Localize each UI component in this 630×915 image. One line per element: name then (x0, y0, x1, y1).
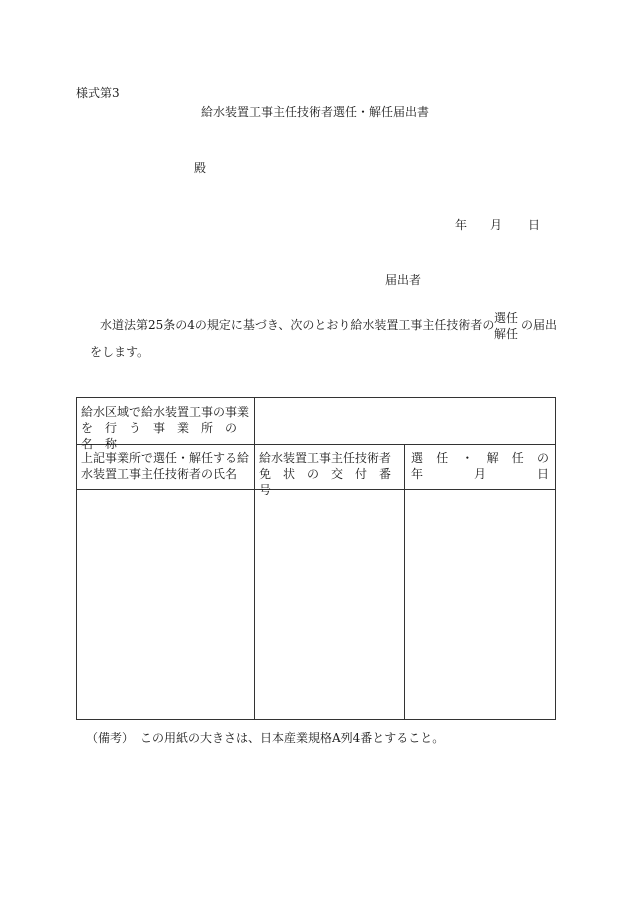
option-appointment: 選任 (494, 311, 519, 325)
body-text-line1: 水道法第25条の4の規定に基づき、次のとおり給水装置工事主任技術者の (100, 318, 495, 332)
footnote-remarks: （備考） この用紙の大きさは、日本産業規格A列4番とすること。 (86, 731, 445, 745)
date-header-bottom: 年 月 日 (411, 467, 549, 481)
engineer-name-header: 上記事業所で選任・解任する給 水装置工事主任技術者の氏名 (81, 451, 250, 481)
date-header-top: 選 任 ・ 解 任 の (411, 451, 549, 465)
license-number-header: 給水装置工事主任技術者 免 状 の 交 付 番 号 (259, 451, 404, 497)
appointment-date-header (411, 450, 549, 482)
appointment-dismissal-choice (494, 310, 518, 342)
addressee-honorific: 殿 (194, 161, 207, 175)
date-month-label: 月 (490, 218, 503, 232)
table-rule (254, 398, 255, 719)
date-day-label: 日 (528, 218, 541, 232)
form-number-label: 様式第3 (76, 86, 120, 100)
table-rule (404, 444, 405, 719)
body-text-line2: をします。 (90, 345, 150, 359)
body-text-line1-suffix: の届出 (521, 318, 558, 332)
option-dismissal: 解任 (494, 327, 519, 341)
submitter-label: 届出者 (385, 273, 422, 287)
notification-table (76, 397, 556, 720)
date-year-label: 年 (455, 218, 468, 232)
document-title: 給水装置工事主任技術者選任・解任届出書 (201, 105, 430, 119)
office-name-label: 給水区域で給水装置工事の事業 を 行 う 事 業 所 の 名 称 (81, 405, 250, 451)
